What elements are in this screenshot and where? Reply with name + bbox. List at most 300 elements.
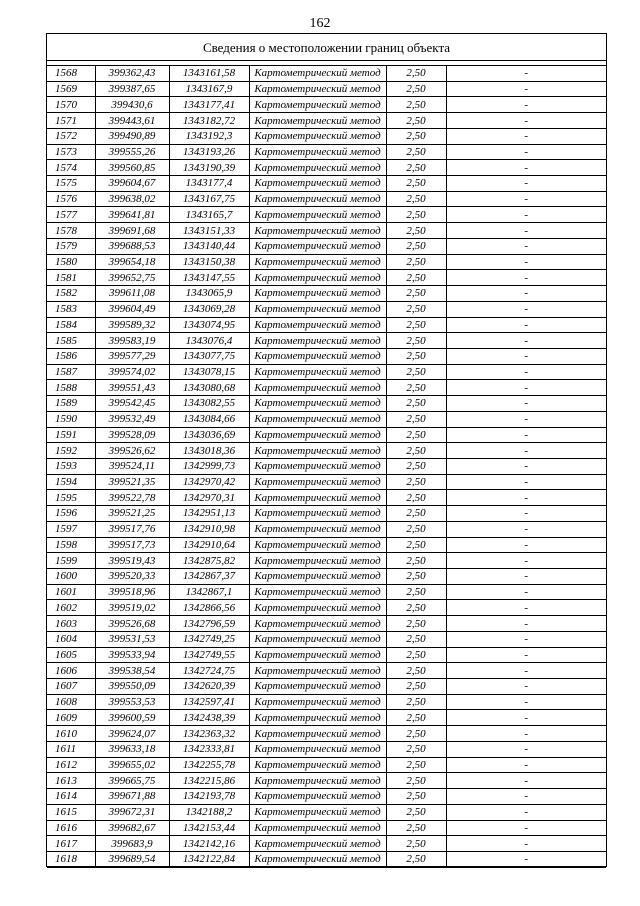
method-cell: Картометрический метод	[249, 223, 386, 239]
method-cell: Картометрический метод	[249, 804, 386, 820]
method-cell: Картометрический метод	[249, 176, 386, 192]
method-cell: Картометрический метод	[249, 254, 386, 270]
point-number-cell: 1570	[47, 97, 95, 113]
y-coordinate-cell: 1343193,26	[169, 144, 249, 160]
method-cell: Картометрический метод	[249, 286, 386, 302]
table-row	[47, 411, 606, 427]
description-cell: -	[446, 521, 606, 537]
accuracy-cell: 2,50	[386, 773, 446, 789]
y-coordinate-cell: 1343165,7	[169, 207, 249, 223]
y-coordinate-cell: 1342866,56	[169, 600, 249, 616]
description-cell: -	[446, 789, 606, 805]
x-coordinate-cell: 399524,11	[95, 458, 169, 474]
point-number-cell: 1593	[47, 458, 95, 474]
accuracy-cell: 2,50	[386, 836, 446, 852]
y-coordinate-cell: 1343065,9	[169, 286, 249, 302]
point-number-cell: 1576	[47, 191, 95, 207]
method-cell: Картометрический метод	[249, 490, 386, 506]
table-row	[47, 773, 606, 789]
description-cell: -	[446, 254, 606, 270]
table-row	[47, 81, 606, 97]
accuracy-cell: 2,50	[386, 458, 446, 474]
point-number-cell: 1591	[47, 427, 95, 443]
accuracy-cell: 2,50	[386, 679, 446, 695]
accuracy-cell: 2,50	[386, 317, 446, 333]
x-coordinate-cell: 399671,88	[95, 789, 169, 805]
method-cell: Картометрический метод	[249, 710, 386, 726]
point-number-cell: 1575	[47, 176, 95, 192]
method-cell: Картометрический метод	[249, 757, 386, 773]
method-cell: Картометрический метод	[249, 97, 386, 113]
point-number-cell: 1602	[47, 600, 95, 616]
accuracy-cell: 2,50	[386, 647, 446, 663]
method-cell: Картометрический метод	[249, 160, 386, 176]
table-row	[47, 804, 606, 820]
method-cell: Картометрический метод	[249, 726, 386, 742]
x-coordinate-cell: 399689,54	[95, 851, 169, 867]
x-coordinate-cell: 399533,94	[95, 647, 169, 663]
y-coordinate-cell: 1342620,39	[169, 679, 249, 695]
table-row	[47, 333, 606, 349]
x-coordinate-cell: 399430,6	[95, 97, 169, 113]
point-number-cell: 1601	[47, 584, 95, 600]
x-coordinate-cell: 399589,32	[95, 317, 169, 333]
point-number-cell: 1616	[47, 820, 95, 836]
method-cell: Картометрический метод	[249, 333, 386, 349]
accuracy-cell: 2,50	[386, 490, 446, 506]
y-coordinate-cell: 1343036,69	[169, 427, 249, 443]
method-cell: Картометрический метод	[249, 427, 386, 443]
accuracy-cell: 2,50	[386, 396, 446, 412]
point-number-cell: 1614	[47, 789, 95, 805]
description-cell: -	[446, 851, 606, 867]
y-coordinate-cell: 1342749,55	[169, 647, 249, 663]
method-cell: Картометрический метод	[249, 396, 386, 412]
x-coordinate-cell: 399550,09	[95, 679, 169, 695]
y-coordinate-cell: 1343192,3	[169, 128, 249, 144]
x-coordinate-cell: 399526,62	[95, 443, 169, 459]
section-title: Сведения о местоположении границ объекта	[47, 34, 606, 61]
y-coordinate-cell: 1342438,39	[169, 710, 249, 726]
method-cell: Картометрический метод	[249, 270, 386, 286]
method-cell: Картометрический метод	[249, 443, 386, 459]
x-coordinate-cell: 399638,02	[95, 191, 169, 207]
method-cell: Картометрический метод	[249, 553, 386, 569]
x-coordinate-cell: 399574,02	[95, 364, 169, 380]
x-coordinate-cell: 399672,31	[95, 804, 169, 820]
x-coordinate-cell: 399519,02	[95, 600, 169, 616]
table-row	[47, 679, 606, 695]
point-number-cell: 1596	[47, 506, 95, 522]
point-number-cell: 1574	[47, 160, 95, 176]
point-number-cell: 1594	[47, 474, 95, 490]
description-cell: -	[446, 66, 606, 82]
description-cell: -	[446, 160, 606, 176]
table-row	[47, 270, 606, 286]
accuracy-cell: 2,50	[386, 333, 446, 349]
x-coordinate-cell: 399583,19	[95, 333, 169, 349]
description-cell: -	[446, 553, 606, 569]
accuracy-cell: 2,50	[386, 474, 446, 490]
y-coordinate-cell: 1343082,55	[169, 396, 249, 412]
method-cell: Картометрический метод	[249, 616, 386, 632]
table-row	[47, 506, 606, 522]
table-row	[47, 144, 606, 160]
description-cell: -	[446, 411, 606, 427]
accuracy-cell: 2,50	[386, 553, 446, 569]
point-number-cell: 1592	[47, 443, 95, 459]
table-row	[47, 694, 606, 710]
x-coordinate-cell: 399553,53	[95, 694, 169, 710]
table-row	[47, 113, 606, 129]
method-cell: Картометрический метод	[249, 144, 386, 160]
table-row	[47, 600, 606, 616]
x-coordinate-cell: 399528,09	[95, 427, 169, 443]
x-coordinate-cell: 399542,45	[95, 396, 169, 412]
y-coordinate-cell: 1342363,32	[169, 726, 249, 742]
table-row	[47, 710, 606, 726]
y-coordinate-cell: 1343080,68	[169, 380, 249, 396]
accuracy-cell: 2,50	[386, 301, 446, 317]
description-cell: -	[446, 364, 606, 380]
x-coordinate-cell: 399654,18	[95, 254, 169, 270]
description-cell: -	[446, 694, 606, 710]
accuracy-cell: 2,50	[386, 804, 446, 820]
accuracy-cell: 2,50	[386, 537, 446, 553]
accuracy-cell: 2,50	[386, 160, 446, 176]
table-row	[47, 427, 606, 443]
point-number-cell: 1590	[47, 411, 95, 427]
accuracy-cell: 2,50	[386, 144, 446, 160]
x-coordinate-cell: 399655,02	[95, 757, 169, 773]
accuracy-cell: 2,50	[386, 176, 446, 192]
table-row	[47, 647, 606, 663]
description-cell: -	[446, 380, 606, 396]
accuracy-cell: 2,50	[386, 427, 446, 443]
x-coordinate-cell: 399443,61	[95, 113, 169, 129]
method-cell: Картометрический метод	[249, 128, 386, 144]
table-row	[47, 663, 606, 679]
y-coordinate-cell: 1343069,28	[169, 301, 249, 317]
point-number-cell: 1618	[47, 851, 95, 867]
x-coordinate-cell: 399551,43	[95, 380, 169, 396]
description-cell: -	[446, 144, 606, 160]
y-coordinate-cell: 1342999,73	[169, 458, 249, 474]
accuracy-cell: 2,50	[386, 207, 446, 223]
coordinates-table	[47, 65, 606, 868]
method-cell: Картометрический метод	[249, 317, 386, 333]
method-cell: Картометрический метод	[249, 348, 386, 364]
table-row	[47, 238, 606, 254]
method-cell: Картометрический метод	[249, 679, 386, 695]
accuracy-cell: 2,50	[386, 81, 446, 97]
method-cell: Картометрический метод	[249, 647, 386, 663]
description-cell: -	[446, 191, 606, 207]
y-coordinate-cell: 1342188,2	[169, 804, 249, 820]
y-coordinate-cell: 1343018,36	[169, 443, 249, 459]
accuracy-cell: 2,50	[386, 616, 446, 632]
point-number-cell: 1605	[47, 647, 95, 663]
description-cell: -	[446, 176, 606, 192]
method-cell: Картометрический метод	[249, 411, 386, 427]
method-cell: Картометрический метод	[249, 663, 386, 679]
point-number-cell: 1579	[47, 238, 95, 254]
accuracy-cell: 2,50	[386, 726, 446, 742]
method-cell: Картометрический метод	[249, 474, 386, 490]
table-row	[47, 584, 606, 600]
page-number: 162	[309, 16, 331, 31]
accuracy-cell: 2,50	[386, 506, 446, 522]
table-row	[47, 97, 606, 113]
accuracy-cell: 2,50	[386, 254, 446, 270]
point-number-cell: 1578	[47, 223, 95, 239]
table-row	[47, 789, 606, 805]
y-coordinate-cell: 1342193,78	[169, 789, 249, 805]
point-number-cell: 1588	[47, 380, 95, 396]
table-row	[47, 301, 606, 317]
description-cell: -	[446, 81, 606, 97]
point-number-cell: 1610	[47, 726, 95, 742]
y-coordinate-cell: 1342970,31	[169, 490, 249, 506]
accuracy-cell: 2,50	[386, 191, 446, 207]
method-cell: Картометрический метод	[249, 631, 386, 647]
description-cell: -	[446, 348, 606, 364]
table-row	[47, 443, 606, 459]
description-cell: -	[446, 710, 606, 726]
accuracy-cell: 2,50	[386, 631, 446, 647]
method-cell: Картометрический метод	[249, 836, 386, 852]
x-coordinate-cell: 399641,81	[95, 207, 169, 223]
y-coordinate-cell: 1342215,86	[169, 773, 249, 789]
point-number-cell: 1611	[47, 741, 95, 757]
x-coordinate-cell: 399604,49	[95, 301, 169, 317]
y-coordinate-cell: 1343084,66	[169, 411, 249, 427]
table-row	[47, 553, 606, 569]
accuracy-cell: 2,50	[386, 348, 446, 364]
accuracy-cell: 2,50	[386, 270, 446, 286]
accuracy-cell: 2,50	[386, 820, 446, 836]
description-cell: -	[446, 286, 606, 302]
y-coordinate-cell: 1342796,59	[169, 616, 249, 632]
table-row	[47, 348, 606, 364]
y-coordinate-cell: 1342970,42	[169, 474, 249, 490]
table-row	[47, 851, 606, 867]
boundary-sheet	[46, 33, 607, 867]
y-coordinate-cell: 1342122,84	[169, 851, 249, 867]
description-cell: -	[446, 804, 606, 820]
description-cell: -	[446, 631, 606, 647]
accuracy-cell: 2,50	[386, 600, 446, 616]
point-number-cell: 1609	[47, 710, 95, 726]
accuracy-cell: 2,50	[386, 380, 446, 396]
point-number-cell: 1603	[47, 616, 95, 632]
table-row	[47, 741, 606, 757]
x-coordinate-cell: 399555,26	[95, 144, 169, 160]
y-coordinate-cell: 1343077,75	[169, 348, 249, 364]
x-coordinate-cell: 399682,67	[95, 820, 169, 836]
table-row	[47, 66, 606, 82]
y-coordinate-cell: 1342749,25	[169, 631, 249, 647]
accuracy-cell: 2,50	[386, 223, 446, 239]
y-coordinate-cell: 1342910,64	[169, 537, 249, 553]
y-coordinate-cell: 1343147,55	[169, 270, 249, 286]
point-number-cell: 1613	[47, 773, 95, 789]
x-coordinate-cell: 399362,43	[95, 66, 169, 82]
accuracy-cell: 2,50	[386, 569, 446, 585]
point-number-cell: 1584	[47, 317, 95, 333]
description-cell: -	[446, 584, 606, 600]
x-coordinate-cell: 399490,89	[95, 128, 169, 144]
table-row	[47, 631, 606, 647]
description-cell: -	[446, 427, 606, 443]
description-cell: -	[446, 128, 606, 144]
method-cell: Картометрический метод	[249, 741, 386, 757]
description-cell: -	[446, 458, 606, 474]
method-cell: Картометрический метод	[249, 458, 386, 474]
x-coordinate-cell: 399652,75	[95, 270, 169, 286]
description-cell: -	[446, 757, 606, 773]
description-cell: -	[446, 317, 606, 333]
point-number-cell: 1598	[47, 537, 95, 553]
description-cell: -	[446, 537, 606, 553]
description-cell: -	[446, 443, 606, 459]
point-number-cell: 1612	[47, 757, 95, 773]
table-row	[47, 207, 606, 223]
table-row	[47, 364, 606, 380]
description-cell: -	[446, 679, 606, 695]
point-number-cell: 1595	[47, 490, 95, 506]
method-cell: Картометрический метод	[249, 113, 386, 129]
method-cell: Картометрический метод	[249, 851, 386, 867]
method-cell: Картометрический метод	[249, 537, 386, 553]
accuracy-cell: 2,50	[386, 97, 446, 113]
accuracy-cell: 2,50	[386, 521, 446, 537]
method-cell: Картометрический метод	[249, 66, 386, 82]
table-row	[47, 286, 606, 302]
description-cell: -	[446, 270, 606, 286]
x-coordinate-cell: 399526,68	[95, 616, 169, 632]
y-coordinate-cell: 1343150,38	[169, 254, 249, 270]
y-coordinate-cell: 1343140,44	[169, 238, 249, 254]
point-number-cell: 1580	[47, 254, 95, 270]
table-row	[47, 191, 606, 207]
table-row	[47, 396, 606, 412]
table-row	[47, 474, 606, 490]
table-row	[47, 176, 606, 192]
table-row	[47, 160, 606, 176]
y-coordinate-cell: 1342875,82	[169, 553, 249, 569]
method-cell: Картометрический метод	[249, 81, 386, 97]
y-coordinate-cell: 1343078,15	[169, 364, 249, 380]
method-cell: Картометрический метод	[249, 584, 386, 600]
table-row	[47, 128, 606, 144]
x-coordinate-cell: 399520,33	[95, 569, 169, 585]
y-coordinate-cell: 1343190,39	[169, 160, 249, 176]
description-cell: -	[446, 836, 606, 852]
accuracy-cell: 2,50	[386, 741, 446, 757]
y-coordinate-cell: 1342142,16	[169, 836, 249, 852]
method-cell: Картометрический метод	[249, 773, 386, 789]
point-number-cell: 1606	[47, 663, 95, 679]
description-cell: -	[446, 773, 606, 789]
description-cell: -	[446, 207, 606, 223]
description-cell: -	[446, 663, 606, 679]
x-coordinate-cell: 399521,25	[95, 506, 169, 522]
y-coordinate-cell: 1343151,33	[169, 223, 249, 239]
table-row	[47, 490, 606, 506]
x-coordinate-cell: 399688,53	[95, 238, 169, 254]
method-cell: Картометрический метод	[249, 694, 386, 710]
x-coordinate-cell: 399665,75	[95, 773, 169, 789]
point-number-cell: 1600	[47, 569, 95, 585]
description-cell: -	[446, 113, 606, 129]
x-coordinate-cell: 399518,96	[95, 584, 169, 600]
accuracy-cell: 2,50	[386, 113, 446, 129]
description-cell: -	[446, 506, 606, 522]
x-coordinate-cell: 399521,35	[95, 474, 169, 490]
point-number-cell: 1607	[47, 679, 95, 695]
x-coordinate-cell: 399387,65	[95, 81, 169, 97]
point-number-cell: 1583	[47, 301, 95, 317]
y-coordinate-cell: 1342867,37	[169, 569, 249, 585]
x-coordinate-cell: 399522,78	[95, 490, 169, 506]
x-coordinate-cell: 399604,67	[95, 176, 169, 192]
y-coordinate-cell: 1343076,4	[169, 333, 249, 349]
x-coordinate-cell: 399538,54	[95, 663, 169, 679]
table-row	[47, 317, 606, 333]
table-row	[47, 458, 606, 474]
description-cell: -	[446, 396, 606, 412]
point-number-cell: 1615	[47, 804, 95, 820]
coordinates-body	[47, 66, 606, 868]
accuracy-cell: 2,50	[386, 663, 446, 679]
method-cell: Картометрический метод	[249, 364, 386, 380]
accuracy-cell: 2,50	[386, 364, 446, 380]
description-cell: -	[446, 238, 606, 254]
point-number-cell: 1599	[47, 553, 95, 569]
accuracy-cell: 2,50	[386, 851, 446, 867]
description-cell: -	[446, 647, 606, 663]
description-cell: -	[446, 301, 606, 317]
x-coordinate-cell: 399519,43	[95, 553, 169, 569]
point-number-cell: 1572	[47, 128, 95, 144]
y-coordinate-cell: 1343167,9	[169, 81, 249, 97]
description-cell: -	[446, 820, 606, 836]
method-cell: Картометрический метод	[249, 521, 386, 537]
method-cell: Картометрический метод	[249, 301, 386, 317]
point-number-cell: 1568	[47, 66, 95, 82]
point-number-cell: 1617	[47, 836, 95, 852]
y-coordinate-cell: 1342951,13	[169, 506, 249, 522]
accuracy-cell: 2,50	[386, 694, 446, 710]
point-number-cell: 1608	[47, 694, 95, 710]
description-cell: -	[446, 490, 606, 506]
x-coordinate-cell: 399532,49	[95, 411, 169, 427]
method-cell: Картометрический метод	[249, 207, 386, 223]
method-cell: Картометрический метод	[249, 789, 386, 805]
table-row	[47, 223, 606, 239]
y-coordinate-cell: 1343161,58	[169, 66, 249, 82]
accuracy-cell: 2,50	[386, 238, 446, 254]
description-cell: -	[446, 726, 606, 742]
accuracy-cell: 2,50	[386, 757, 446, 773]
table-row	[47, 537, 606, 553]
point-number-cell: 1586	[47, 348, 95, 364]
table-row	[47, 757, 606, 773]
y-coordinate-cell: 1342910,98	[169, 521, 249, 537]
method-cell: Картометрический метод	[249, 569, 386, 585]
x-coordinate-cell: 399517,73	[95, 537, 169, 553]
